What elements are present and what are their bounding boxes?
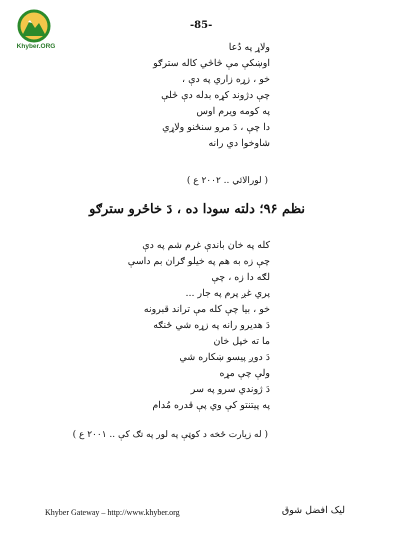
poem-line: چې دژوند کړه بدله دې څلې: [161, 90, 270, 101]
poem-line: خو ، زړه زاري په دې ،: [182, 74, 270, 85]
poem-line: په پيتنتو کې وي پې قدره مُدام: [152, 400, 270, 411]
poem-line: شاوخوا دي رانه: [208, 138, 270, 149]
poem-title: نظم ۹۶؛ دلته سودا ده ، دَ خاځرو سترګو: [89, 202, 305, 217]
footer-author: ليک افضل شوق: [281, 505, 345, 516]
poem-2: [20, 238, 270, 414]
poem-line: دَ دوږ پيسو ښکاره شي: [179, 352, 270, 363]
page-number: -85-: [190, 20, 213, 31]
poem-line: ولاړ په دُعا: [228, 42, 270, 53]
logo-text: Khyber.ORG: [16, 43, 56, 50]
poem-line: ما ته خپل خان: [213, 336, 270, 347]
poem-line: ولې چې مړه: [219, 368, 270, 379]
poem-2-date: ( له زيارت ځخه د کوټې په لور په تګ کې .. ۲۰۰۱ ع ): [72, 430, 268, 440]
poem-line: کله په خان باندې غرم شم په دې: [142, 240, 270, 251]
poem-line: لګه دا زه ، چې: [211, 272, 270, 283]
footer-site-link[interactable]: Khyber Gateway – http://www.khyber.org: [45, 508, 180, 517]
poem-line: دا چې ، دَ مرو سنځنو ولاړي: [162, 122, 270, 133]
poem-line: چې زه به هم په خيلو ګران بم داسې: [127, 256, 270, 267]
poem-line: پري غږ پرم په جار ...: [185, 288, 270, 299]
poem-line: په کومه ويرم اوس: [196, 106, 270, 117]
poem-line: اوښکې مې څاڅي کاله سترګو: [153, 58, 270, 69]
poem-1-date: ( لورالائي .. ۲۰۰۲ ع ): [186, 176, 268, 186]
poem-1: [20, 40, 270, 152]
poem-line: دَ هديرو رانه په زړه شي ځنګه: [153, 320, 270, 331]
poem-line: خو ، بيا چې کله مې تراند قبرونه: [143, 304, 270, 315]
poem-line: دَ ژوندي سرو په سر: [190, 384, 270, 395]
